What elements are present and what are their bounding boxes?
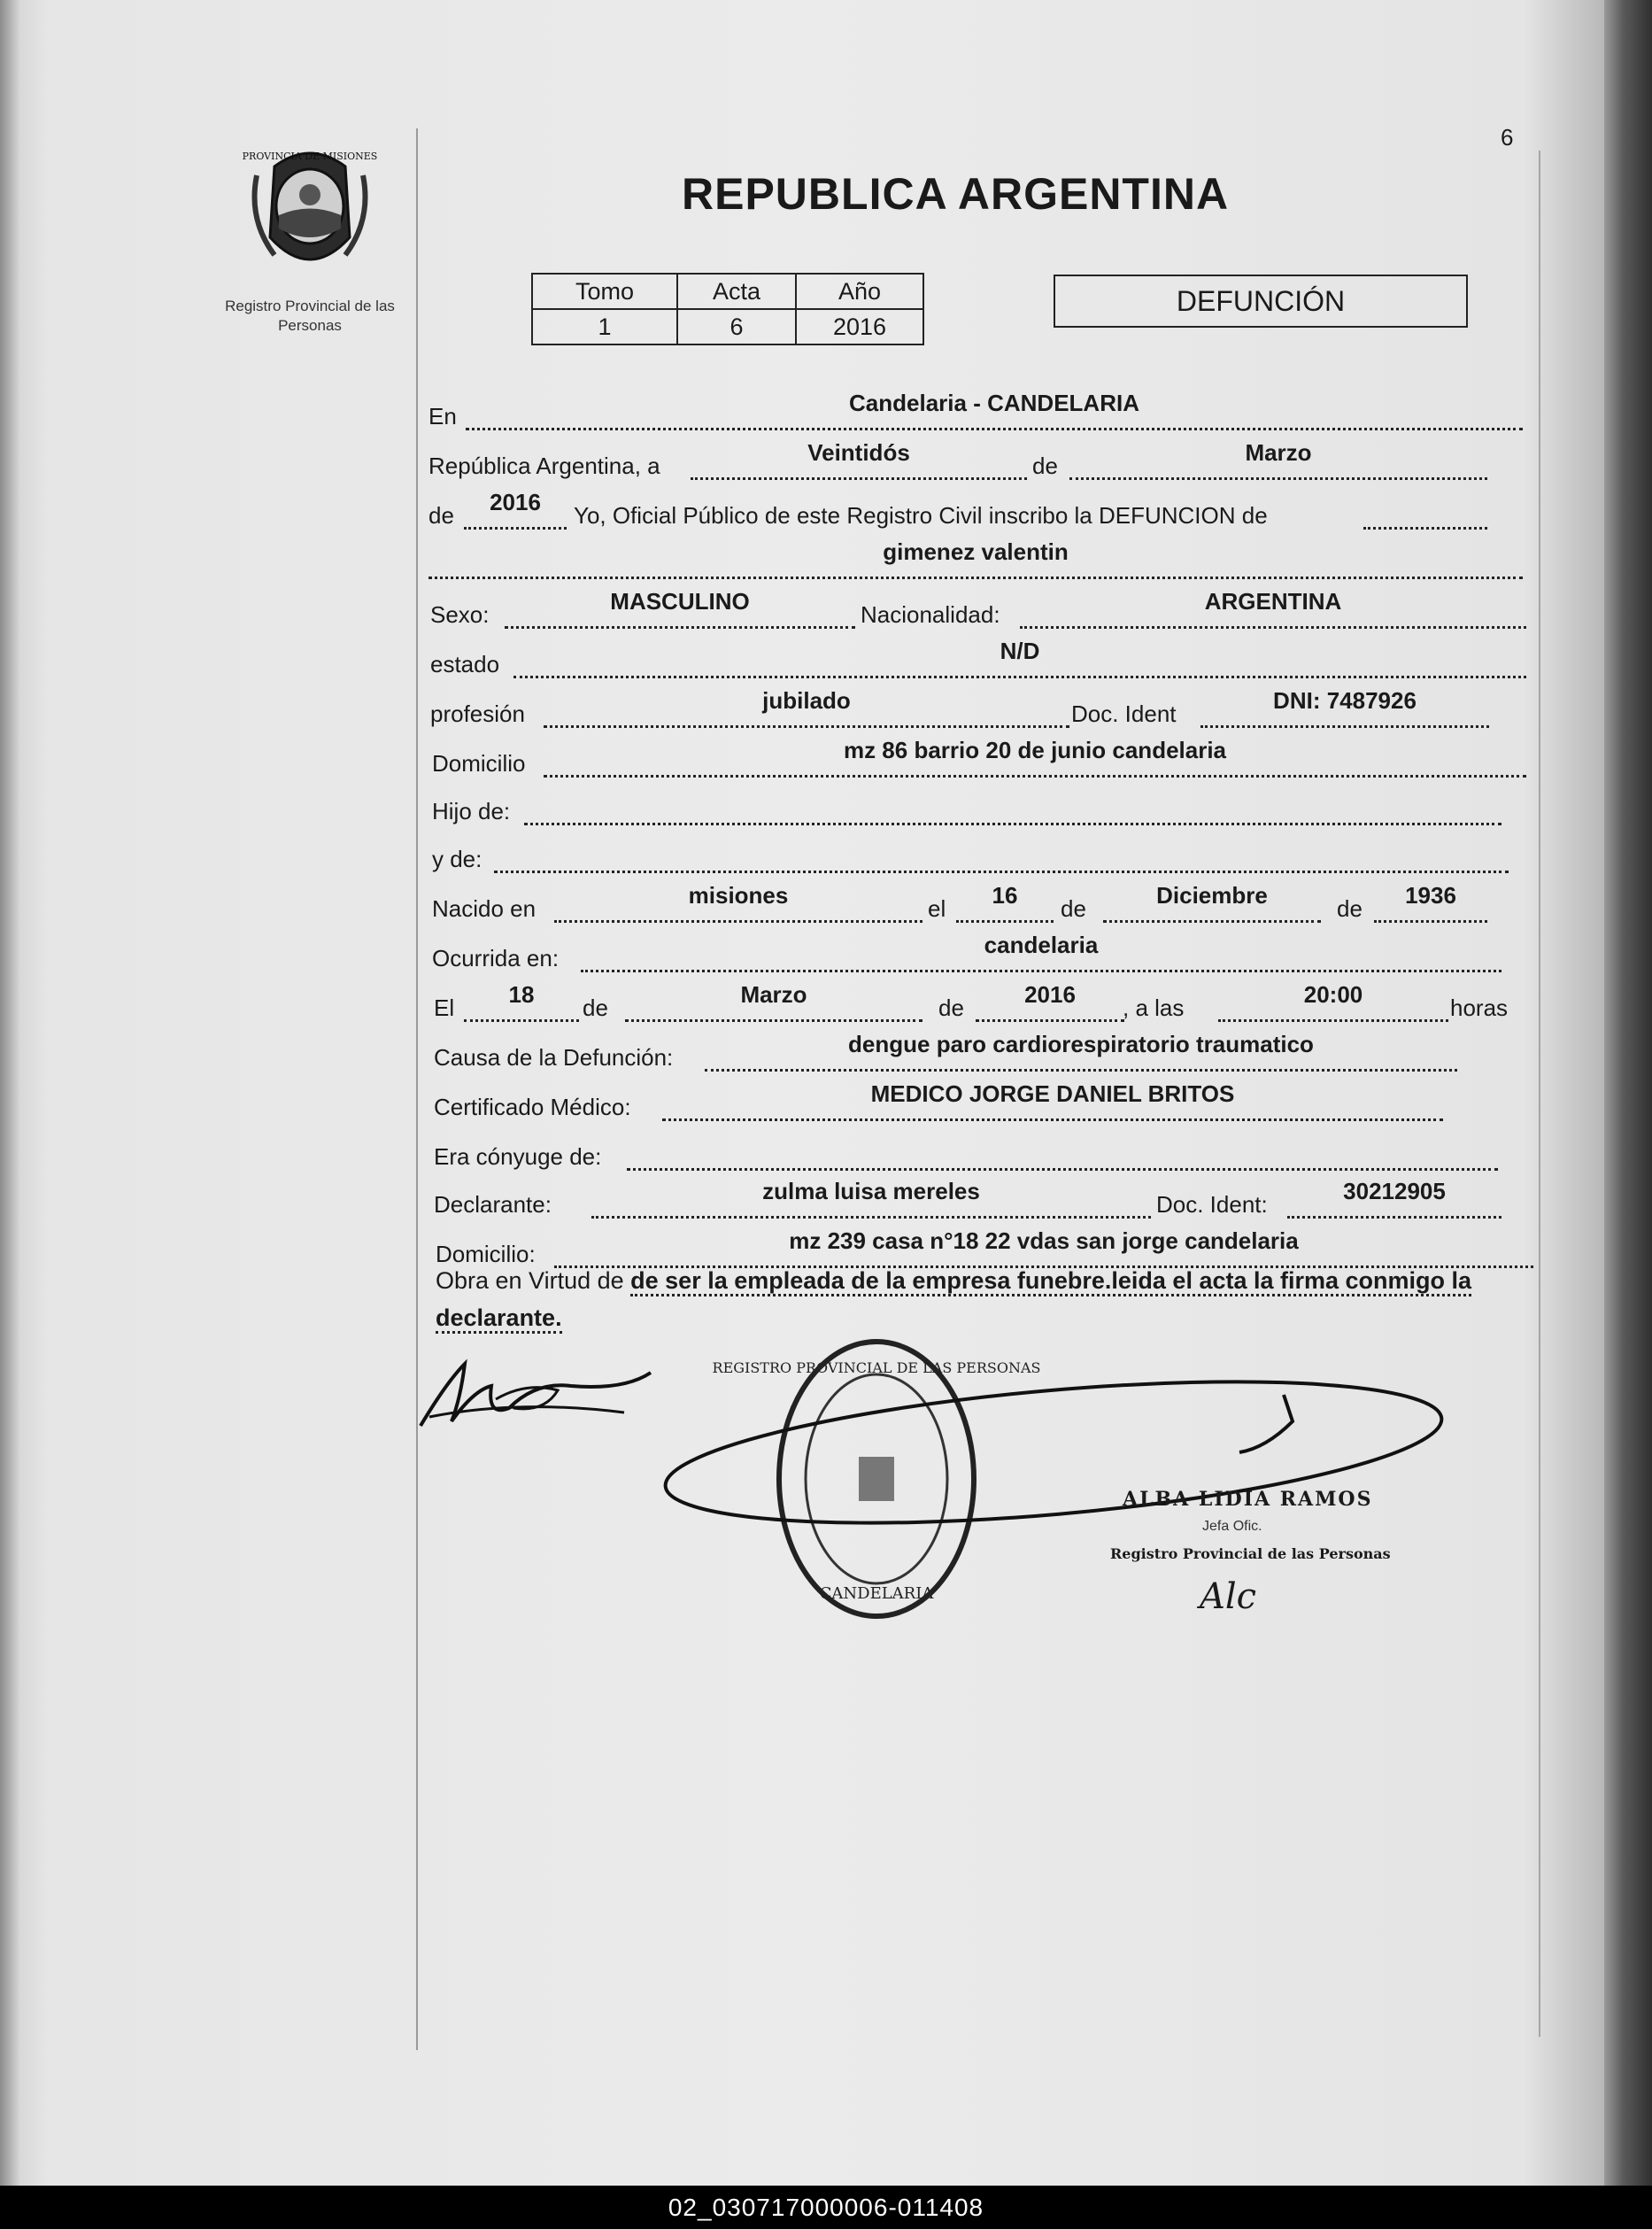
tomo-value: 1: [532, 309, 677, 344]
muerte-anio-value: 2016: [1024, 981, 1076, 1008]
ocurrida-field: [581, 934, 1501, 972]
acta-header: Acta: [677, 274, 796, 309]
ocurrida-value: candelaria: [984, 932, 1099, 958]
estado-value: N/D: [1000, 638, 1040, 664]
row-causa: [0, 1031, 1652, 1073]
de-label-4: de: [1337, 895, 1363, 922]
declarante-label: Declarante:: [434, 1191, 552, 1218]
de-label-5: de: [583, 995, 608, 1021]
causa-label: Causa de la Defunción:: [434, 1044, 674, 1071]
official-name: ALBA LIDIA RAMOS: [1123, 1488, 1373, 1511]
hijo-field: [524, 787, 1501, 825]
year-field: [464, 491, 567, 530]
estado-field: [513, 640, 1526, 678]
muerte-mes-field: [625, 981, 922, 1022]
obra-label: Obra en Virtud de: [436, 1267, 624, 1294]
muerte-dia-field: [464, 981, 579, 1022]
de-label: de: [1032, 453, 1058, 479]
place-field: [466, 392, 1523, 430]
profesion-label: profesión: [430, 700, 525, 727]
official-initials: Alc: [1200, 1576, 1257, 1617]
declarante-field: [591, 1180, 1151, 1219]
row-declarante: [0, 1178, 1652, 1220]
row-nacido: [0, 882, 1652, 925]
row-place: [0, 390, 1652, 432]
el-label: el: [928, 895, 946, 922]
tomo-header: Tomo: [532, 274, 677, 309]
row-sex: [0, 588, 1652, 631]
nacido-anio-field: [1374, 882, 1487, 923]
anio-value: 2016: [796, 309, 923, 344]
conyuge-field: [627, 1133, 1498, 1171]
causa-value: dengue paro cardiorespiratorio traumatico: [848, 1031, 1314, 1057]
nacido-anio-value: 1936: [1405, 882, 1456, 909]
place-value: Candelaria - CANDELARIA: [849, 390, 1139, 416]
yde-label: y de:: [432, 846, 482, 872]
province-crest-icon: [239, 140, 381, 282]
sexo-value: MASCULINO: [610, 588, 750, 615]
en-label: En: [428, 403, 457, 430]
nacido-label: Nacido en: [432, 895, 537, 922]
yo-filler-field: [1363, 491, 1487, 530]
doc-value: DNI: 7487926: [1273, 687, 1417, 714]
row-year: [0, 489, 1652, 531]
domicilio-field: [544, 739, 1526, 778]
official-signature: [646, 1368, 1461, 1536]
nacionalidad-value: ARGENTINA: [1204, 588, 1342, 615]
year-value: 2016: [490, 489, 541, 515]
nacido-lugar-value: misiones: [688, 882, 789, 909]
row-conyuge: [0, 1134, 1652, 1173]
nacido-mes-field: [1103, 882, 1321, 923]
de-label-6: de: [938, 995, 964, 1021]
domicilio-value: mz 86 barrio 20 de junio candelaria: [843, 737, 1227, 763]
doc-ident-label: Doc. Ident:: [1156, 1191, 1268, 1218]
domicilio-label: Domicilio: [432, 750, 526, 777]
ocurrida-label: Ocurrida en:: [432, 945, 560, 971]
document-title: REPUBLICA ARGENTINA: [682, 169, 1230, 219]
row-date: [0, 439, 1652, 482]
republica-label: República Argentina, a: [428, 453, 660, 479]
declarant-signature: [412, 1346, 660, 1443]
doc-label: Doc. Ident: [1071, 700, 1177, 727]
svg-text:CANDELARIA: CANDELARIA: [819, 1584, 934, 1603]
row-certificado: [0, 1080, 1652, 1123]
certificado-field: [662, 1080, 1443, 1121]
certificado-label: Certificado Médico:: [434, 1094, 631, 1120]
declarante-doc-value: 30212905: [1343, 1178, 1446, 1204]
sexo-label: Sexo:: [430, 601, 490, 628]
profesion-value: jubilado: [762, 687, 851, 714]
estado-label: estado: [430, 651, 500, 677]
nacionalidad-label: Nacionalidad:: [861, 601, 1000, 628]
nacido-dia-value: 16: [992, 882, 1018, 909]
month-value: Marzo: [1245, 439, 1312, 466]
el-cap-label: El: [434, 995, 455, 1021]
nacido-lugar-field: [554, 882, 922, 923]
row-estado: [0, 638, 1652, 680]
row-ocurrida: [0, 932, 1652, 974]
row-death-date: [0, 981, 1652, 1024]
conyuge-label: Era cónyuge de:: [434, 1143, 602, 1170]
registry-name: Registro Provincial de las Personas: [225, 298, 395, 334]
svg-text:PROVINCIA DE MISIONES: PROVINCIA DE MISIONES: [242, 151, 378, 162]
de-label-2: de: [428, 502, 454, 529]
nacido-dia-field: [956, 882, 1054, 923]
day-field: [691, 439, 1027, 480]
nacido-mes-value: Diciembre: [1156, 882, 1268, 909]
document-type-box: DEFUNCIÓN: [1054, 275, 1468, 328]
deceased-name: gimenez valentin: [883, 538, 1069, 565]
muerte-dia-value: 18: [508, 981, 535, 1008]
month-field: [1069, 439, 1487, 480]
domicilio2-value: mz 239 casa n°18 22 vdas san jorge candelaria: [789, 1227, 1299, 1254]
page-number: 6: [1501, 124, 1514, 151]
yde-field: [494, 835, 1509, 873]
row-profesion: [0, 687, 1652, 730]
alas-label: , a las: [1123, 995, 1185, 1021]
hijo-label: Hijo de:: [432, 798, 511, 824]
sexo-field: [505, 588, 855, 629]
footer-code: 02_030717000006-011408: [0, 2186, 1652, 2229]
row-domicilio: [0, 737, 1652, 779]
obra-value: de ser la empleada de la empresa funebre.leida el acta la firma conmigo la declarante.: [436, 1267, 1471, 1334]
certificado-value: MEDICO JORGE DANIEL BRITOS: [870, 1080, 1235, 1107]
day-value: Veintidós: [807, 439, 910, 466]
declarante-doc-field: [1287, 1180, 1501, 1219]
row-hijo: [0, 788, 1652, 827]
anio-header: Año: [796, 274, 923, 309]
svg-text:REGISTRO PROVINCIAL DE LAS PER: REGISTRO PROVINCIAL DE LAS PERSONAS: [712, 1359, 1041, 1376]
nacionalidad-field: [1020, 588, 1526, 629]
deceased-name-field: [428, 538, 1523, 579]
muerte-mes-value: Marzo: [740, 981, 807, 1008]
de-label-3: de: [1061, 895, 1086, 922]
declarante-value: zulma luisa mereles: [762, 1178, 980, 1204]
yo-text: Yo, Oficial Público de este Registro Civil inscribo la DEFUNCION de: [574, 502, 1268, 529]
doc-field: [1200, 687, 1489, 728]
row-yde: [0, 836, 1652, 875]
official-role: Jefa Ofic.: [1202, 1519, 1262, 1534]
hora-field: [1218, 981, 1448, 1022]
causa-field: [705, 1033, 1457, 1072]
domicilio2-label: Domicilio:: [436, 1241, 536, 1267]
profesion-field: [544, 687, 1069, 728]
muerte-anio-field: [976, 981, 1124, 1022]
official-registry: Registro Provincial de las Personas: [1110, 1545, 1391, 1562]
acta-value: 6: [677, 309, 796, 344]
obra-paragraph: [436, 1262, 1533, 1336]
horas-label: horas: [1450, 995, 1509, 1021]
reference-table: [531, 273, 924, 345]
hora-value: 20:00: [1303, 981, 1363, 1008]
row-name: [0, 538, 1652, 581]
